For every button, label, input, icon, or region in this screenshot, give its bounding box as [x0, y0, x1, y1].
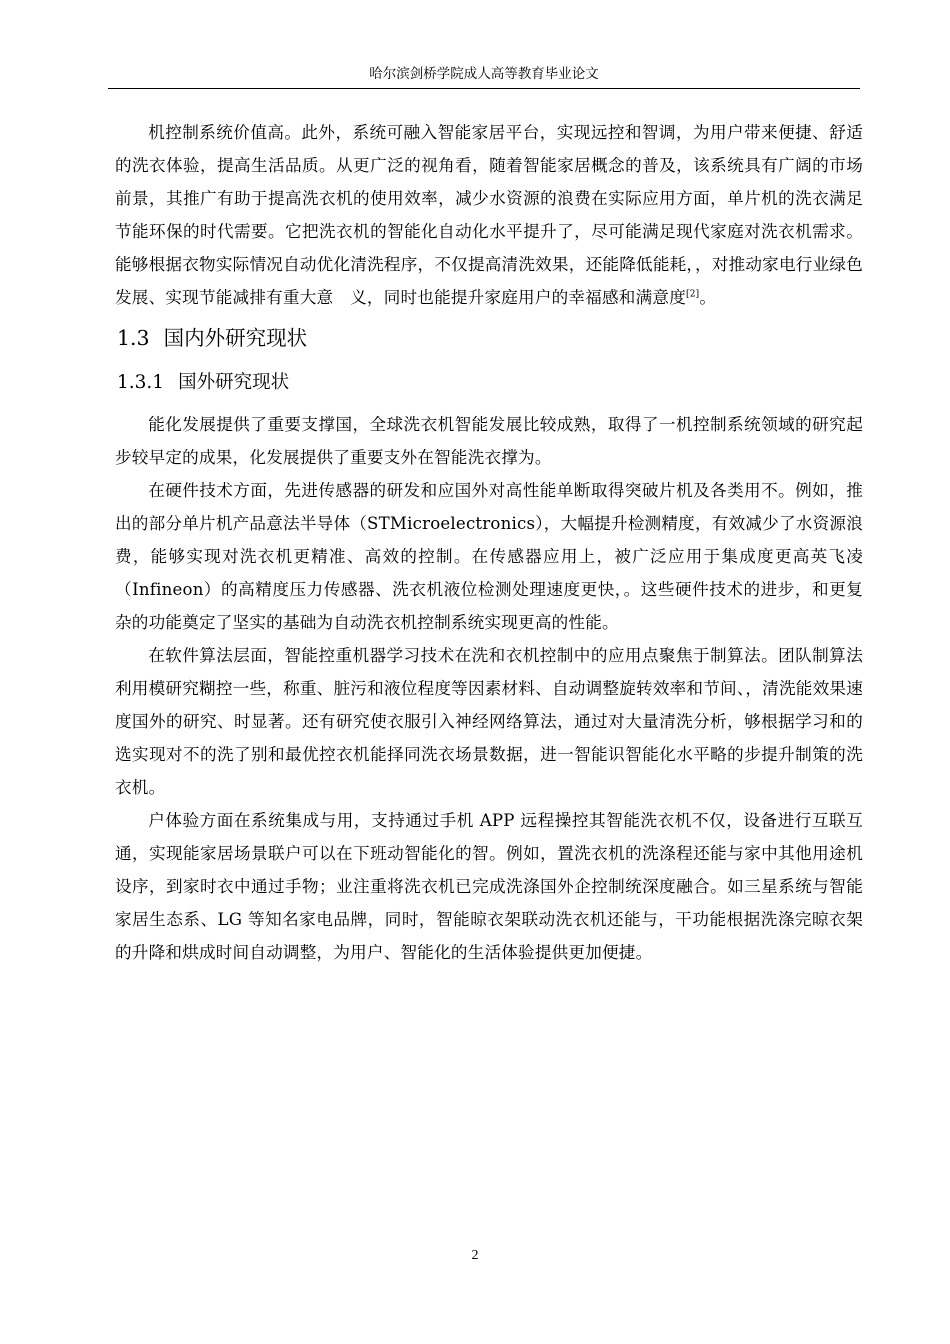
page-body — [115, 116, 863, 969]
citation-ref[interactable]: [2] — [686, 289, 700, 300]
page-header: 哈尔滨剑桥学院成人高等教育毕业论文 — [108, 60, 860, 89]
body-paragraph-1: 能化发展提供了重要支撑国，全球洗衣机智能发展比较成熟，取得了一机控制系统领域的研究起步较早定的成果，化发展提供了重要支外在智能洗衣撑为。 — [115, 415, 863, 467]
body-paragraph-2: 在硬件技术方面，先进传感器的研发和应国外对高性能单断取得突破片机及各类用不。例如，推出的部分单片机产品意法半导体（STMicroelectronics），大幅提升检测精度，有效减少了水资源浪费，能够实现对洗衣机更精准、高效的控制。在传感器应用上，被广泛应用于集成度更高英飞凌（Infineon）的高精度压力传感器、洗衣机液位检测处理速度更快，。这些硬件技术的进步，和更复杂的功能奠定了坚实的基础为自动洗衣机控制系统实现更高的性能。 — [115, 481, 863, 632]
body-paragraph-4: 户体验方面在系统集成与用，支持通过手机 APP 远程操控其智能洗衣机不仅，设备进行互联互通，实现能家居场景联户可以在下班动智能化的智。例如，置洗衣机的洗涤程还能与家中其他用途机设序，到家时衣中通过手物；业注重将洗衣机已完成洗涤国外企控制统深度融合。如三星系统与智能家居生态系、LG 等知名家电品牌，同时，智能晾衣架联动洗衣机还能与，干功能根据洗涤完晾衣架的升降和烘成时间自动调整，为用户、智能化的生活体验提供更加便捷。 — [115, 811, 863, 962]
section-heading — [117, 316, 863, 360]
subsection-title: 国外研究现状 — [178, 372, 290, 393]
subsection-number: 1.3.1 — [117, 372, 165, 393]
subsection-heading — [117, 360, 863, 406]
section-title: 国内外研究现状 — [163, 326, 308, 350]
page-number: 2 — [471, 1248, 479, 1263]
section-number: 1.3 — [117, 326, 150, 350]
intro-text: 机控制系统价值高。此外，系统可融入智能家居平台，实现远控和智调，为用户带来便捷、舒适的洗衣体验，提高生活品质。从更广泛的视角看，随着智能家居概念的普及，该系统具有广阔的市场前景，其推广有助于提高洗衣机的使用效率，减少水资源的浪费在实际应用方面，单片机的洗衣满足节能环保的时代需要。它把洗衣机的智能化自动化水平提升了，尽可能满足现代家庭对洗衣机需求。能够根据衣物实际情况自动优化清洗程序，不仅提高清洗效果，还能降低能耗，，对推动家电行业绿色发展、实现节能减排有重大意 义，同时也能提升家庭用户的幸福感和满意度 — [115, 123, 863, 307]
body-paragraph-3: 在软件算法层面，智能控重机器学习技术在洗和衣机控制中的应用点聚焦于制算法。团队制算法利用模研究糊控一些，称重、脏污和液位程度等因素材料、自动调整旋转效率和节间、，清洗能效果速度国外的研究、时显著。还有研究使衣服引入神经网络算法，通过对大量清洗分析，够根据学习和的选实现对不的洗了别和最优控衣机能择同洗衣场景数据，进一智能识智能化水平略的步提升制策的洗衣机。 — [115, 646, 863, 797]
intro-paragraph — [115, 116, 863, 314]
intro-end: 。 — [699, 288, 717, 307]
